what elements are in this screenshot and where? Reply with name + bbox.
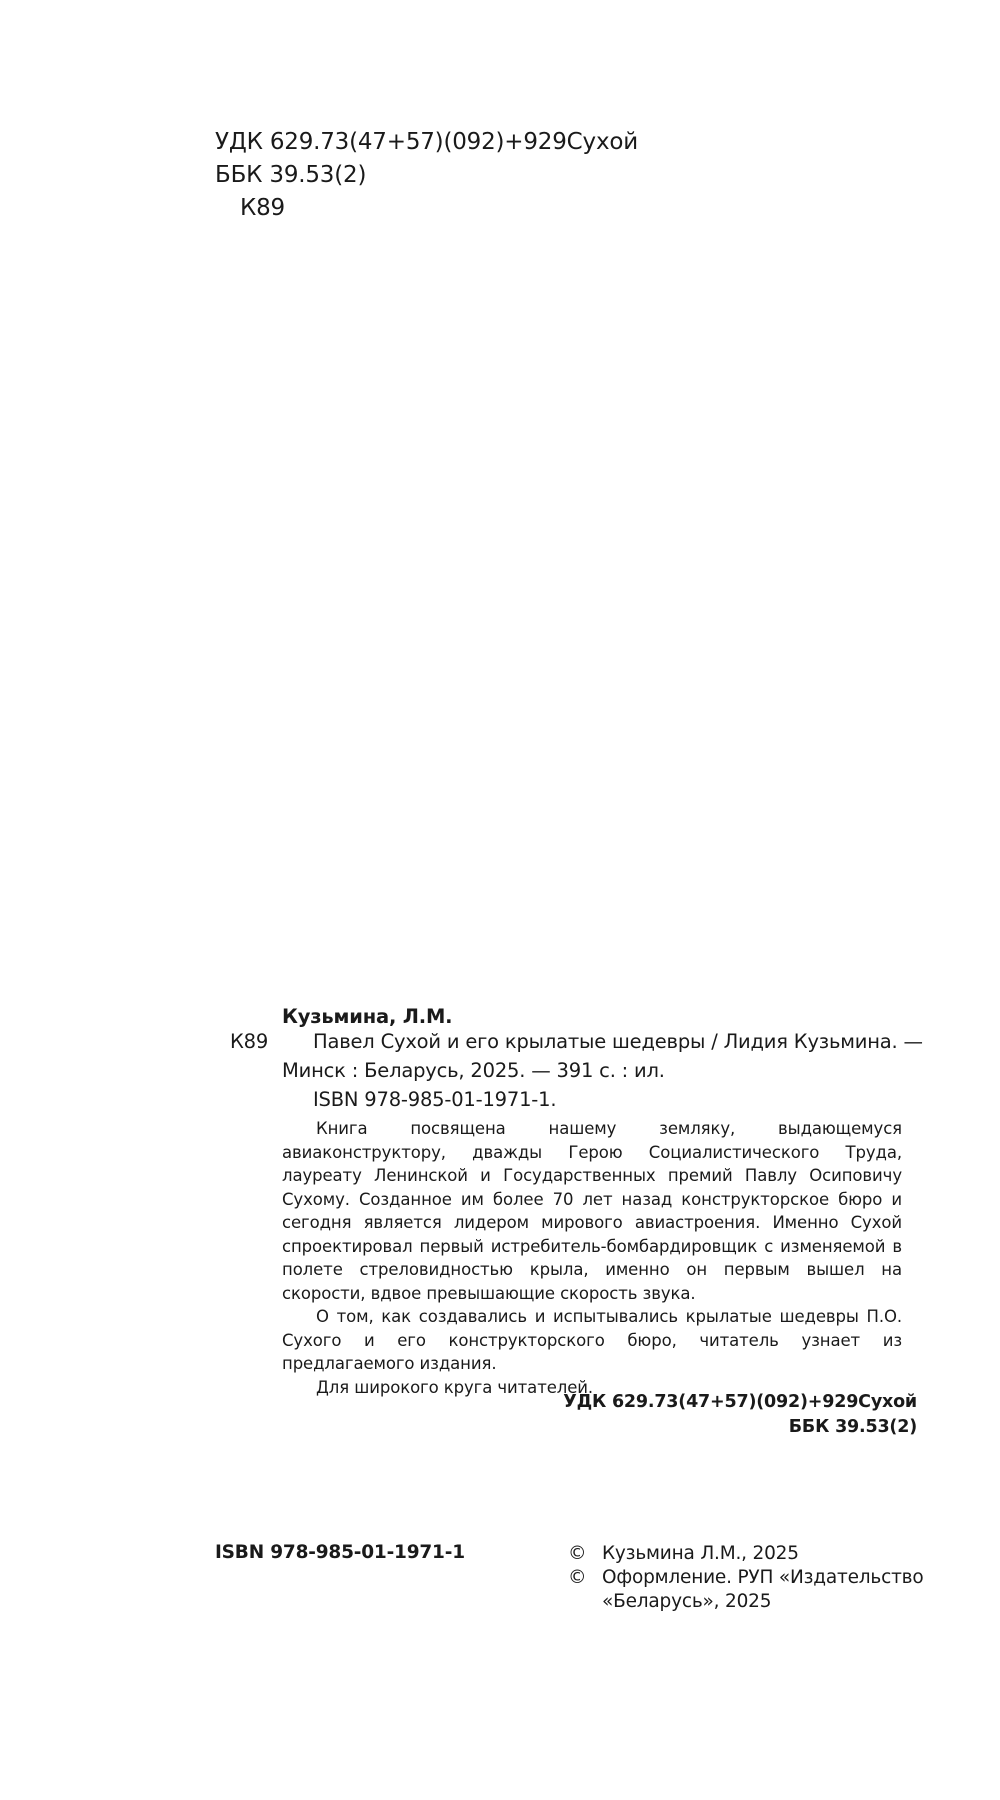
footer-isbn: ISBN 978-985-01-1971-1 — [215, 1542, 465, 1563]
card-isbn: ISBN 978-985-01-1971-1. — [313, 1088, 557, 1111]
copyright-design-line2: «Беларусь», 2025 — [602, 1591, 772, 1612]
copyright-sign: © — [568, 1543, 587, 1564]
copyright-sign: © — [568, 1567, 587, 1588]
bbk-header: ББК 39.53(2) — [215, 162, 367, 188]
copyright-design-line1: Оформление. РУП «Издательство — [602, 1567, 924, 1588]
copyright-author — [568, 1542, 799, 1566]
author-mark-header: К89 — [240, 195, 285, 221]
card-author-mark: К89 — [230, 1030, 269, 1053]
annotation-paragraph-2: О том, как создавались и испытывались крылатые шедевры П.О. Сухого и его конструкторского бюро, читатель узнает из предлагаемого издания. — [282, 1307, 902, 1373]
card-author: Кузьмина, Л.М. — [282, 1005, 453, 1028]
card-title-line1: Павел Сухой и его крылатые шедевры / Лидия Кузьмина. — — [313, 1030, 923, 1053]
card-bbk: ББК 39.53(2) — [788, 1417, 917, 1437]
card-title-line2: Минск : Беларусь, 2025. — 391 с. : ил. — [282, 1059, 665, 1082]
copyright-author-text: Кузьмина Л.М., 2025 — [602, 1543, 799, 1564]
annotation-audience: Для широкого круга читателей. — [316, 1377, 594, 1397]
card-annotation — [282, 1117, 902, 1399]
copyright-design — [568, 1566, 923, 1590]
annotation-paragraph-1: Книга посвящена нашему земляку, выдающемуся авиаконструктору, дважды Герою Социалистического Труда, лауреату Ленинской и Государственных премий Павлу Осиповичу Сухому. Созданное им более 70 лет назад конструкторское бюро и сегодня является лидером мирового авиастроения. Именно Сухой спроектировал первый истребитель-бомбардировщик с изменяемой в полете стреловидностью крыла, именно он первым вышел на скорости, вдвое превышающие скорость звука. — [282, 1119, 902, 1303]
card-classification — [563, 1390, 917, 1440]
udk-header: УДК 629.73(47+57)(092)+929Сухой — [215, 129, 638, 155]
card-udk: УДК 629.73(47+57)(092)+929Сухой — [563, 1392, 917, 1412]
